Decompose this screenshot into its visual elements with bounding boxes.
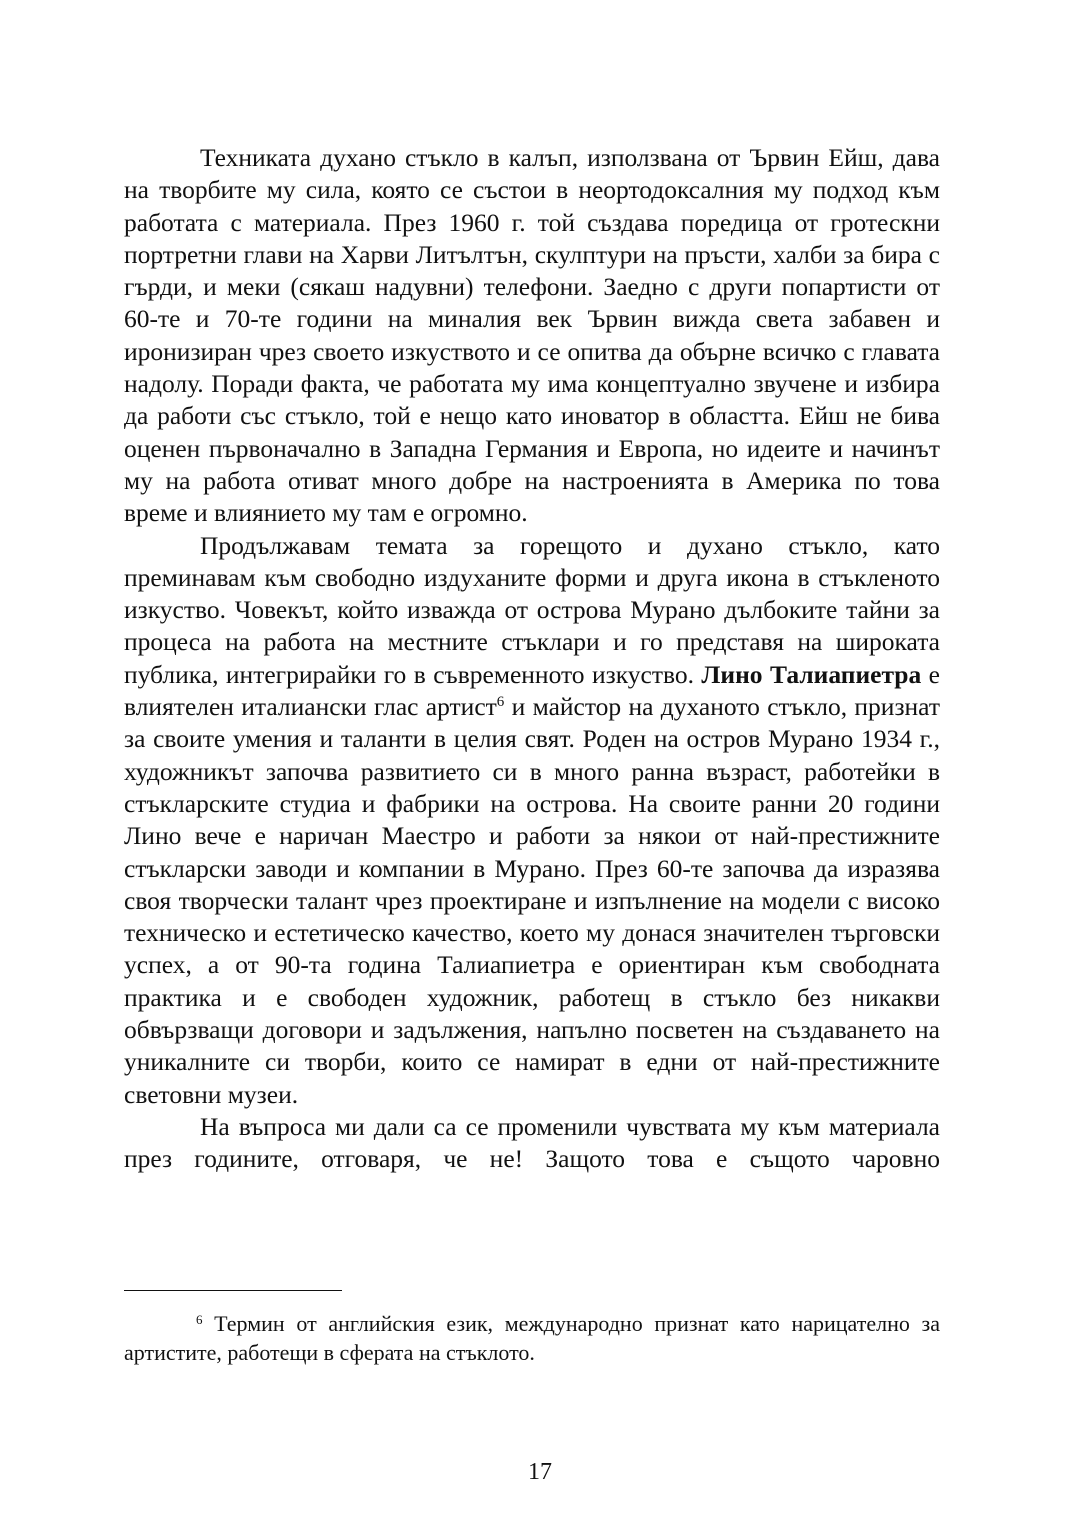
footnote-number: 6 <box>196 1311 203 1327</box>
artist-name: Лино Талиапиетра <box>701 659 922 689</box>
page-number: 17 <box>528 1459 552 1485</box>
footnote <box>124 1309 940 1367</box>
paragraph-2 <box>124 530 940 1111</box>
paragraph-2-intro: Продължавам темата за горещото и духано стъкло, като преминавам към свободно издуханите форми и друга икона в стъкленото изкуство. Човекът, който изважда от острова Мурано дълбоките тайни за процеса на работа на местните стъклари и го представя на широката публика, интегрирайки го в съвременното изкуство. <box>124 530 940 689</box>
main-text <box>124 142 940 1176</box>
footnote-separator <box>124 1290 342 1291</box>
footnote-reference: 6 <box>496 694 505 711</box>
paragraph-2-rest: и майстор на духаното стъкло, признат за своите умения и таланти в целия свят. Роден на остров Мурано 1934 г., художникът започва развитието си в много ранна възраст, работейки в стъкларските студиа и фабрики на острова. На своите ранни 20 години Лино вече е наричан Маестро и работи за някои от най-престижните стъкларски заводи и компании в Мурано. През 60-те започва да изразява своя творчески талант чрез проектиране и изпълнение на модели с високо техническо и естетическо качество, което му донася значителен търговски успех, а от 90-та година Талиапиетра е ориентиран към свободната практика и е свободен художник, работещ в стъкло без никакви обвързващи договори и задължения, напълно посветен на създаването на уникалните си творби, които се намират в едни от най-престижните световни музеи. <box>124 692 940 1109</box>
paragraph-3: На въпроса ми дали са се променили чувствата му към материала през годините, отговаря, че не! Защото това е същото чаровно <box>124 1111 940 1174</box>
paragraph-1: Техниката духано стъкло в калъп, използвана от Ървин Ейш, дава на творбите му сила, която се състои в неортодоксалния му подход към работата с материала. През 1960 г. той създава поредица от гротескни портретни глави на Харви Литълтън, скулптури на пръсти, халби за бира с гърди, и меки (сякаш надувни) телефони. Заедно с други попартисти от 60-те и 70-те години на миналия век Ървин вижда света забавен и иронизиран чрез своето изкуството и се опитва да обърне всичко с главата надолу. Поради факта, че работата му има концептуално звучене и избира да работи със стъкло, той е нещо като иноватор в областта. Ейш не бива оценен първоначално в Западна Германия и Европа, но идеите и начинът му на работа отиват много добре на настроенията в Америка по това време и влиянието му там е огромно. <box>124 143 940 528</box>
footnote-text: Термин от английския език, международно признат като нарицателно за артистите, работещи в сферата на стъклото. <box>124 1311 940 1365</box>
paragraph-2-middle: е влиятелен италиански глас артист <box>124 659 940 722</box>
